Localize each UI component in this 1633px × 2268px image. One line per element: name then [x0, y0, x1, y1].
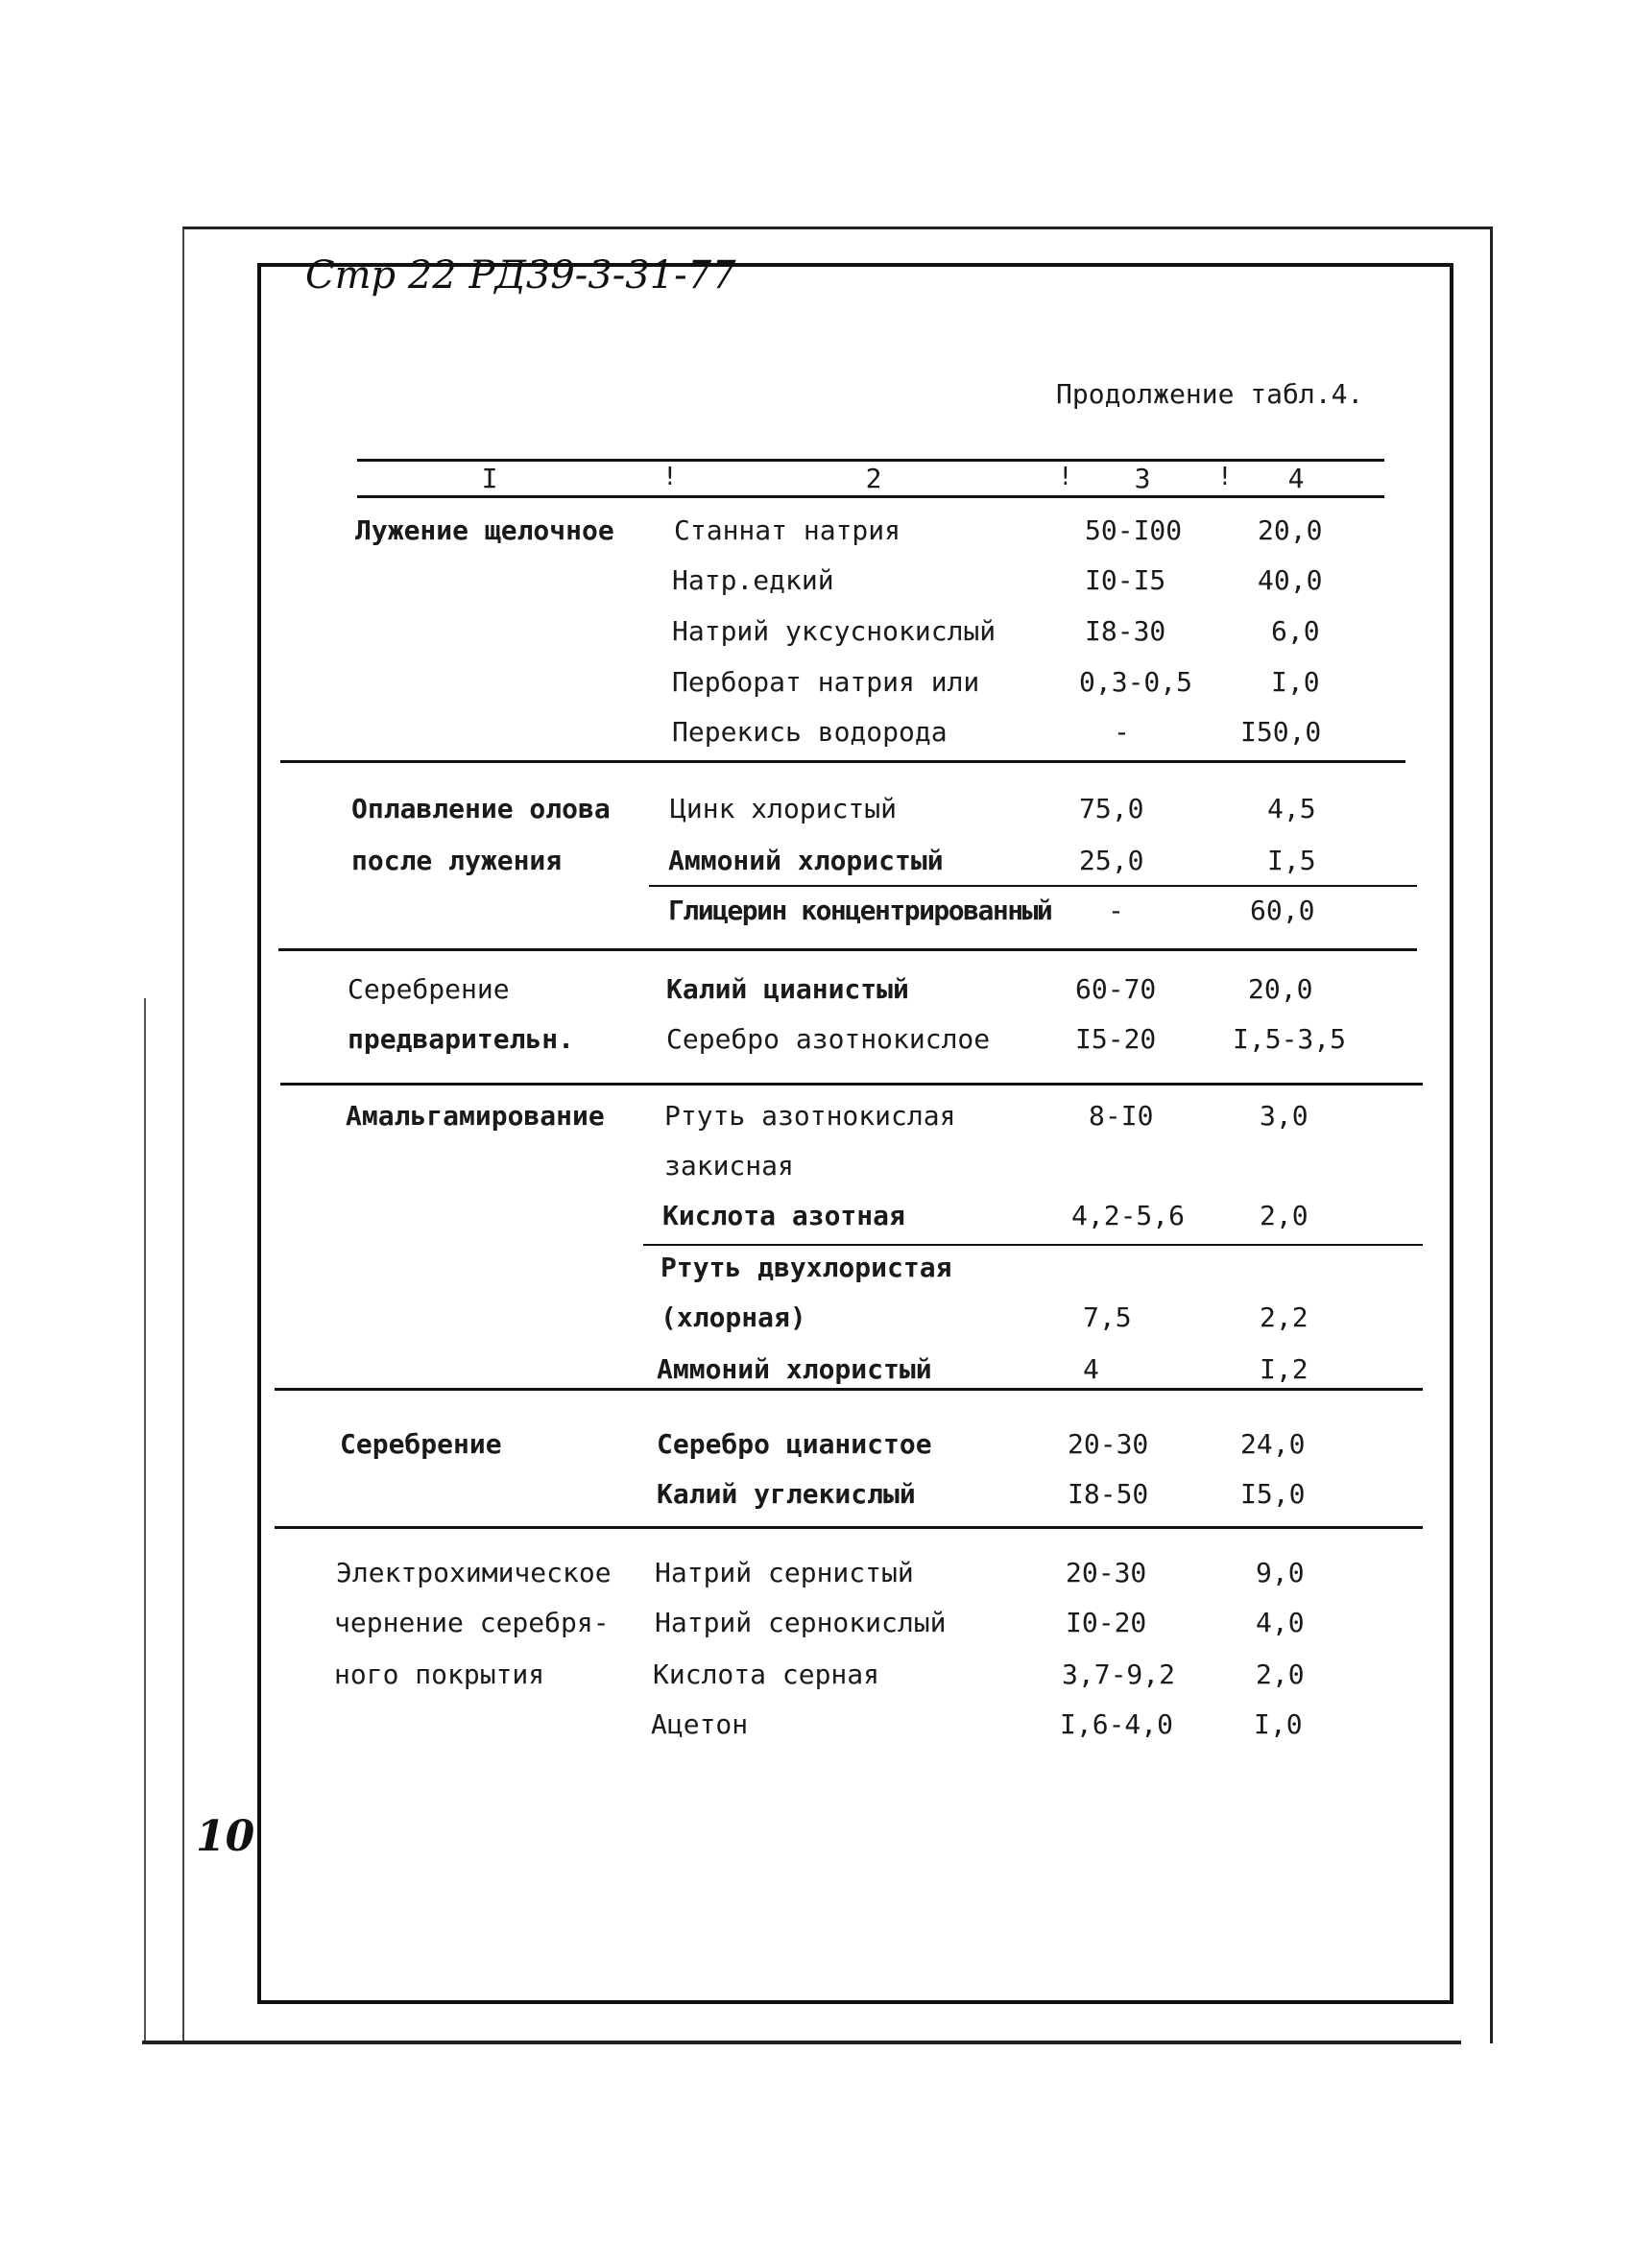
value: 20,0 — [1248, 973, 1313, 1005]
value: 3,0 — [1260, 1100, 1309, 1132]
sub-divider — [649, 885, 1417, 887]
process-name: после лужения — [351, 845, 563, 876]
value: 6,0 — [1271, 615, 1320, 647]
continuation-label: Продолжение табл.4. — [1056, 378, 1364, 410]
component-name: Перекись водорода — [672, 716, 948, 748]
process-name: Серебрение — [340, 1428, 502, 1460]
component-name: Кислота серная — [653, 1659, 880, 1690]
column-header-2: 2 — [865, 463, 882, 494]
value: I,5 — [1267, 845, 1316, 876]
concentration-range: I0-I5 — [1085, 564, 1166, 596]
value: I,0 — [1254, 1708, 1303, 1740]
component-name: Калий цианистый — [666, 973, 909, 1005]
concentration-range: 0,3-0,5 — [1079, 666, 1193, 698]
value: I5,0 — [1240, 1478, 1306, 1510]
component-name: Станнат натрия — [674, 514, 901, 546]
value: 2,0 — [1256, 1659, 1305, 1690]
group-divider — [280, 1083, 1423, 1086]
value: I,5-3,5 — [1233, 1023, 1347, 1055]
value: 40,0 — [1258, 564, 1323, 596]
process-name: чернение серебря- — [334, 1607, 610, 1638]
outer-frame-left-line — [144, 998, 146, 2041]
component-name: Серебро азотнокислое — [666, 1023, 991, 1055]
concentration-range: 4,2-5,6 — [1071, 1200, 1186, 1231]
value: I,0 — [1271, 666, 1320, 698]
value: I,2 — [1260, 1353, 1309, 1385]
process-name: Серебрение — [348, 973, 510, 1005]
value: 60,0 — [1250, 895, 1315, 926]
concentration-range: 7,5 — [1083, 1301, 1132, 1333]
component-name: Ацетон — [651, 1708, 749, 1740]
handwritten-header: Стр 22 РД39-3-31-77 — [305, 253, 736, 298]
component-name: Перборат натрия или — [672, 666, 980, 698]
group-divider — [280, 760, 1405, 763]
column-separator: ! — [1058, 463, 1073, 491]
concentration-range: I8-50 — [1068, 1478, 1149, 1510]
component-name: Натр.едкий — [672, 564, 834, 596]
component-name: Ртуть двухлористая — [660, 1252, 952, 1283]
component-name: (хлорная) — [660, 1301, 806, 1333]
column-separator: ! — [662, 463, 678, 491]
group-divider — [275, 1526, 1423, 1529]
process-name: предварительн. — [348, 1023, 575, 1055]
group-divider — [278, 948, 1417, 951]
value: 2,0 — [1260, 1200, 1309, 1231]
value: 24,0 — [1240, 1428, 1306, 1460]
page-number: 10 — [196, 1812, 255, 1861]
sub-divider — [643, 1244, 1423, 1246]
concentration-range: 4 — [1083, 1353, 1099, 1385]
value: 9,0 — [1256, 1557, 1305, 1588]
component-name: Цинк хлористый — [670, 793, 898, 824]
concentration-range: I0-20 — [1066, 1607, 1147, 1638]
component-name: Натрий сернокислый — [655, 1607, 947, 1638]
component-name: Серебро цианистое — [657, 1428, 932, 1460]
process-name: Амальгамирование — [346, 1100, 605, 1132]
concentration-range: 8-I0 — [1089, 1100, 1154, 1132]
concentration-range: 50-I00 — [1085, 514, 1183, 546]
value: 2,2 — [1260, 1301, 1309, 1333]
column-header-4: 4 — [1287, 463, 1305, 494]
component-name: Натрий сернистый — [655, 1557, 914, 1588]
value: 20,0 — [1258, 514, 1323, 546]
process-name: ного покрытия — [334, 1659, 545, 1690]
concentration-range: I,6-4,0 — [1060, 1708, 1174, 1740]
group-divider — [275, 1388, 1423, 1391]
column-header-1: I — [481, 463, 498, 494]
concentration-range: I8-30 — [1085, 615, 1166, 647]
concentration-range: - — [1108, 895, 1124, 926]
process-name: Электрохимическое — [336, 1557, 612, 1588]
component-name: закисная — [664, 1150, 794, 1182]
value: I50,0 — [1240, 716, 1322, 748]
component-name: Калий углекислый — [657, 1478, 916, 1510]
concentration-range: 25,0 — [1079, 845, 1144, 876]
concentration-range: 60-70 — [1075, 973, 1157, 1005]
component-name: Глицерин концентрированный — [668, 895, 1052, 926]
component-name: Кислота азотная — [662, 1200, 905, 1231]
concentration-range: 20-30 — [1068, 1428, 1149, 1460]
header-top-rule — [357, 459, 1384, 462]
header-bottom-rule — [357, 495, 1384, 498]
concentration-range: - — [1114, 716, 1130, 748]
component-name: Ртуть азотнокислая — [664, 1100, 956, 1132]
column-header-3: 3 — [1134, 463, 1151, 494]
component-name: Аммоний хлористый — [657, 1353, 932, 1385]
process-name: Лужение щелочное — [355, 514, 614, 546]
value: 4,5 — [1267, 793, 1316, 824]
column-separator: ! — [1217, 463, 1233, 491]
concentration-range: 3,7-9,2 — [1062, 1659, 1176, 1690]
process-name: Оплавление олова — [351, 793, 611, 824]
concentration-range: 20-30 — [1066, 1557, 1147, 1588]
concentration-range: 75,0 — [1079, 793, 1144, 824]
component-name: Аммоний хлористый — [668, 845, 944, 876]
component-name: Натрий уксуснокислый — [672, 615, 997, 647]
concentration-range: I5-20 — [1075, 1023, 1157, 1055]
value: 4,0 — [1256, 1607, 1305, 1638]
outer-frame-bottom — [142, 2041, 1461, 2044]
